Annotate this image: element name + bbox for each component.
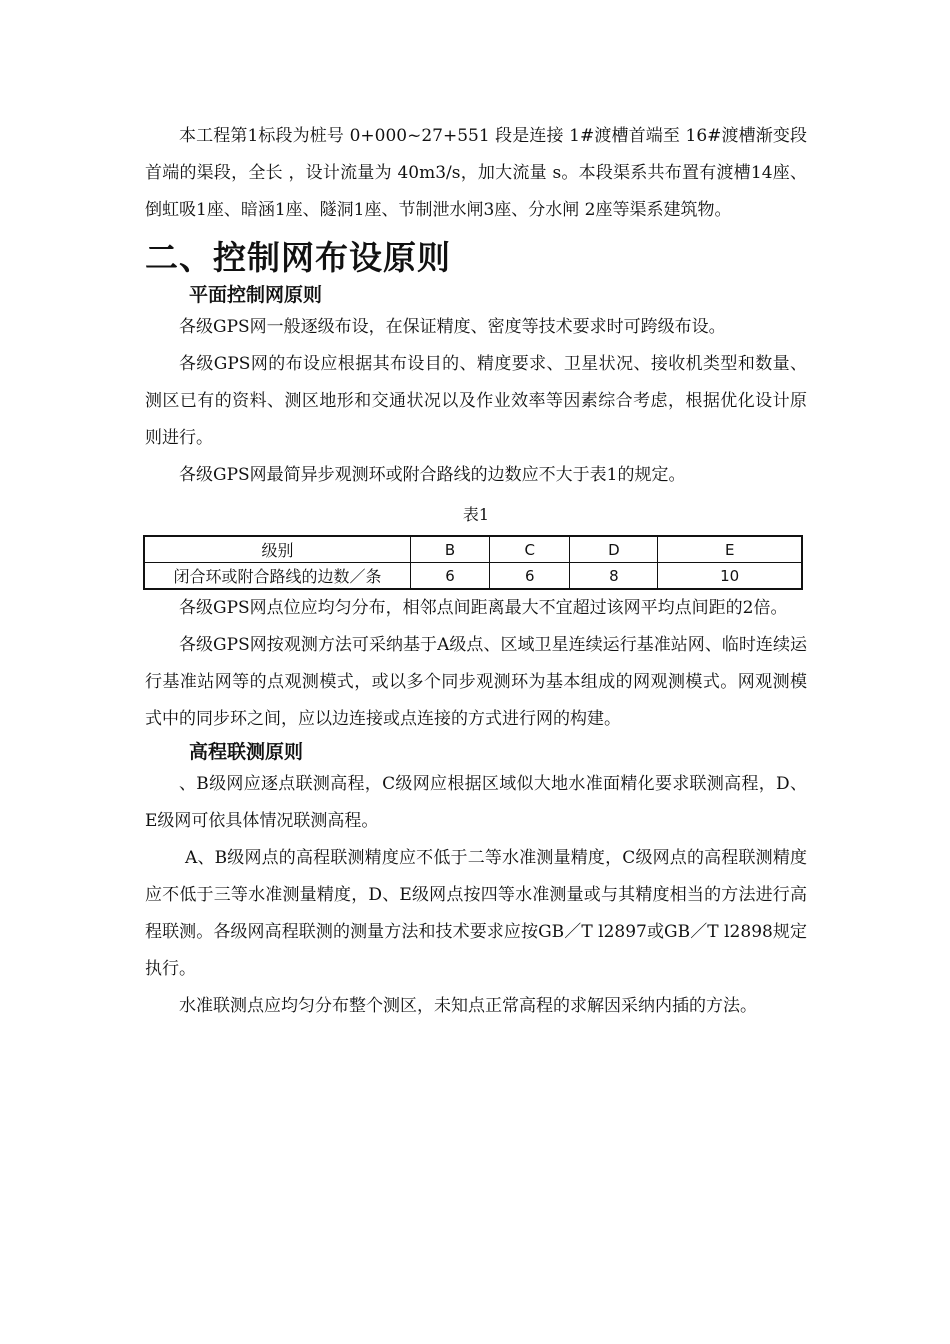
plane-paragraph-3: 各级GPS网最简异步观测环或附合路线的边数应不大于表1的规定。 — [179, 465, 686, 485]
height-paragraph-1: 、B级网应逐点联测高程，C级网应根据区域似大地水准面精化要求联测高程，D、E级网可依具体情况联测高程。 — [145, 774, 807, 831]
grade-table — [143, 535, 803, 590]
table-grade-cell: D — [570, 536, 658, 563]
table-header-row — [144, 536, 802, 563]
table-grade-cell: B — [411, 536, 490, 563]
plane-paragraph-1: 各级GPS网一般逐级布设，在保证精度、密度等技术要求时可跨级布设。 — [179, 317, 726, 337]
section-heading: 二、控制网布设原则 — [145, 238, 451, 277]
table-grade-cell: E — [658, 536, 802, 563]
plane-paragraph-5: 各级GPS网按观测方法可采纳基于A级点、区域卫星连续运行基准站网、临时连续运行基准站网等的点观测模式，或以多个同步观测环为基本组成的网观测模式。网观测模式中的同步环之间，应以边连接或点连接的方式进行网的构建。 — [145, 635, 807, 729]
table-grade-cell: C — [490, 536, 570, 563]
plane-paragraph-4: 各级GPS网点位应均匀分布，相邻点间距离最大不宜超过该网平均点间距的2倍。 — [179, 598, 788, 618]
table-header-label: 级别 — [144, 536, 411, 563]
intro-paragraph: 本工程第1标段为桩号 0+000~27+551 段是连接 1#渡槽首端至 16#渡槽渐变段首端的渠段，全长 ，设计流量为 40m3/s，加大流量 s。本段渠系共布置有渡槽14座、倒虹吸1座、暗涵1座、隧洞1座、节制泄水闸3座、分水闸 2座等渠系建筑物。 — [145, 126, 807, 220]
table-value-cell: 10 — [658, 563, 802, 590]
height-paragraph-2: A、B级网点的高程联测精度应不低于二等水准测量精度，C级网点的高程联测精度应不低于三等水准测量精度，D、E级网点按四等水准测量或与其精度相当的方法进行高程联测。各级网高程联测的测量方法和技术要求应按GB／T l2897或GB／T l2898规定执行。 — [145, 848, 807, 979]
plane-paragraph-2: 各级GPS网的布设应根据其布设目的、精度要求、卫星状况、接收机类型和数量、测区已有的资料、测区地形和交通状况以及作业效率等因素综合考虑，根据优化设计原则进行。 — [145, 354, 807, 448]
document-body — [145, 118, 807, 1025]
subheading-height-survey: 高程联测原则 — [189, 741, 304, 763]
height-paragraph-3: 水准联测点应均匀分布整个测区，未知点正常高程的求解因采纳内插的方法。 — [179, 996, 757, 1016]
subheading-plane-control: 平面控制网原则 — [189, 284, 323, 306]
table-row-label: 闭合环或附合路线的边数／条 — [144, 563, 411, 590]
table-value-cell: 6 — [411, 563, 490, 590]
table-row — [144, 563, 802, 590]
table-value-cell: 6 — [490, 563, 570, 590]
table-caption: 表1 — [462, 505, 490, 524]
table-value-cell: 8 — [570, 563, 658, 590]
